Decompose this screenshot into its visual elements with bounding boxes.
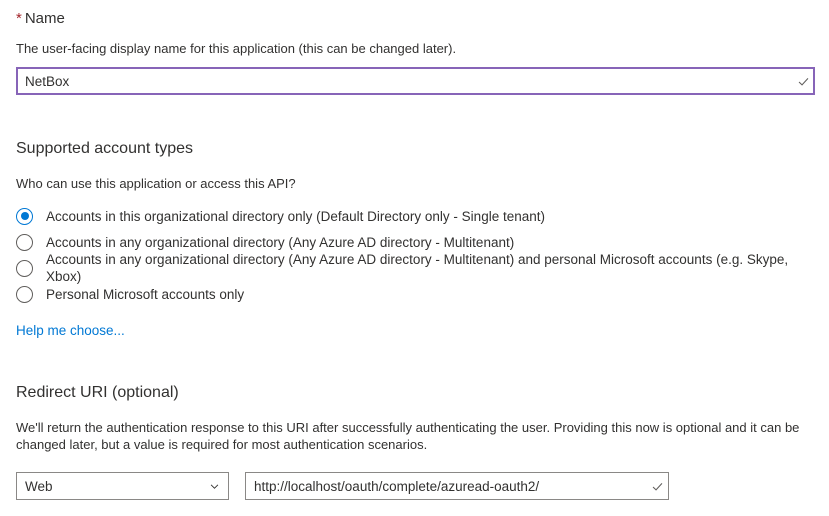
redirect-uri-input[interactable] <box>246 473 646 499</box>
redirect-uri-heading: Redirect URI (optional) <box>16 384 179 401</box>
name-label <box>16 10 813 28</box>
help-me-choose-link[interactable]: Help me choose... <box>16 323 125 338</box>
supported-account-types-radio-group[interactable] <box>16 203 813 307</box>
radio-option-multitenant-personal[interactable] <box>16 252 813 284</box>
supported-account-types-heading: Supported account types <box>16 140 194 157</box>
supported-account-types-question: Who can use this application or access this API? <box>16 176 296 191</box>
radio-option-single-tenant[interactable] <box>16 203 813 229</box>
redirect-platform-value: Web <box>25 478 53 494</box>
radio-label-single-tenant: Accounts in this organizational directory only (Default Directory only - Single tenant) <box>46 208 545 224</box>
name-description: The user-facing display name for this application (this can be changed later). <box>16 41 457 56</box>
name-input-wrapper[interactable] <box>16 67 815 95</box>
checkmark-icon <box>646 473 668 499</box>
name-input[interactable] <box>17 68 792 94</box>
chevron-down-icon[interactable] <box>200 481 228 492</box>
redirect-uri-input-wrapper[interactable] <box>245 472 669 500</box>
name-label-text: Name <box>24 10 65 27</box>
radio-label-multitenant: Accounts in any organizational directory (Any Azure AD directory - Multitenant) <box>46 234 515 250</box>
radio-label-personal-only: Personal Microsoft accounts only <box>46 286 245 302</box>
radio-button-multitenant[interactable] <box>16 234 33 251</box>
radio-label-multitenant-personal: Accounts in any organizational directory (Any Azure AD directory - Multitenant) and personal Microsoft accounts (e.g. Skype, Xbox) <box>46 252 789 284</box>
radio-button-single-tenant[interactable] <box>16 208 33 225</box>
redirect-uri-row <box>16 472 813 500</box>
redirect-uri-description: We'll return the authentication response to this URI after successfully authenticating the user. Providing this now is optional and it can be changed later, but a value is required for most authentication scenarios. <box>16 420 800 452</box>
radio-button-personal-only[interactable] <box>16 286 33 303</box>
required-asterisk: * <box>16 10 22 27</box>
radio-button-multitenant-personal[interactable] <box>16 260 33 277</box>
redirect-platform-dropdown[interactable] <box>16 472 229 500</box>
checkmark-icon <box>792 68 814 94</box>
